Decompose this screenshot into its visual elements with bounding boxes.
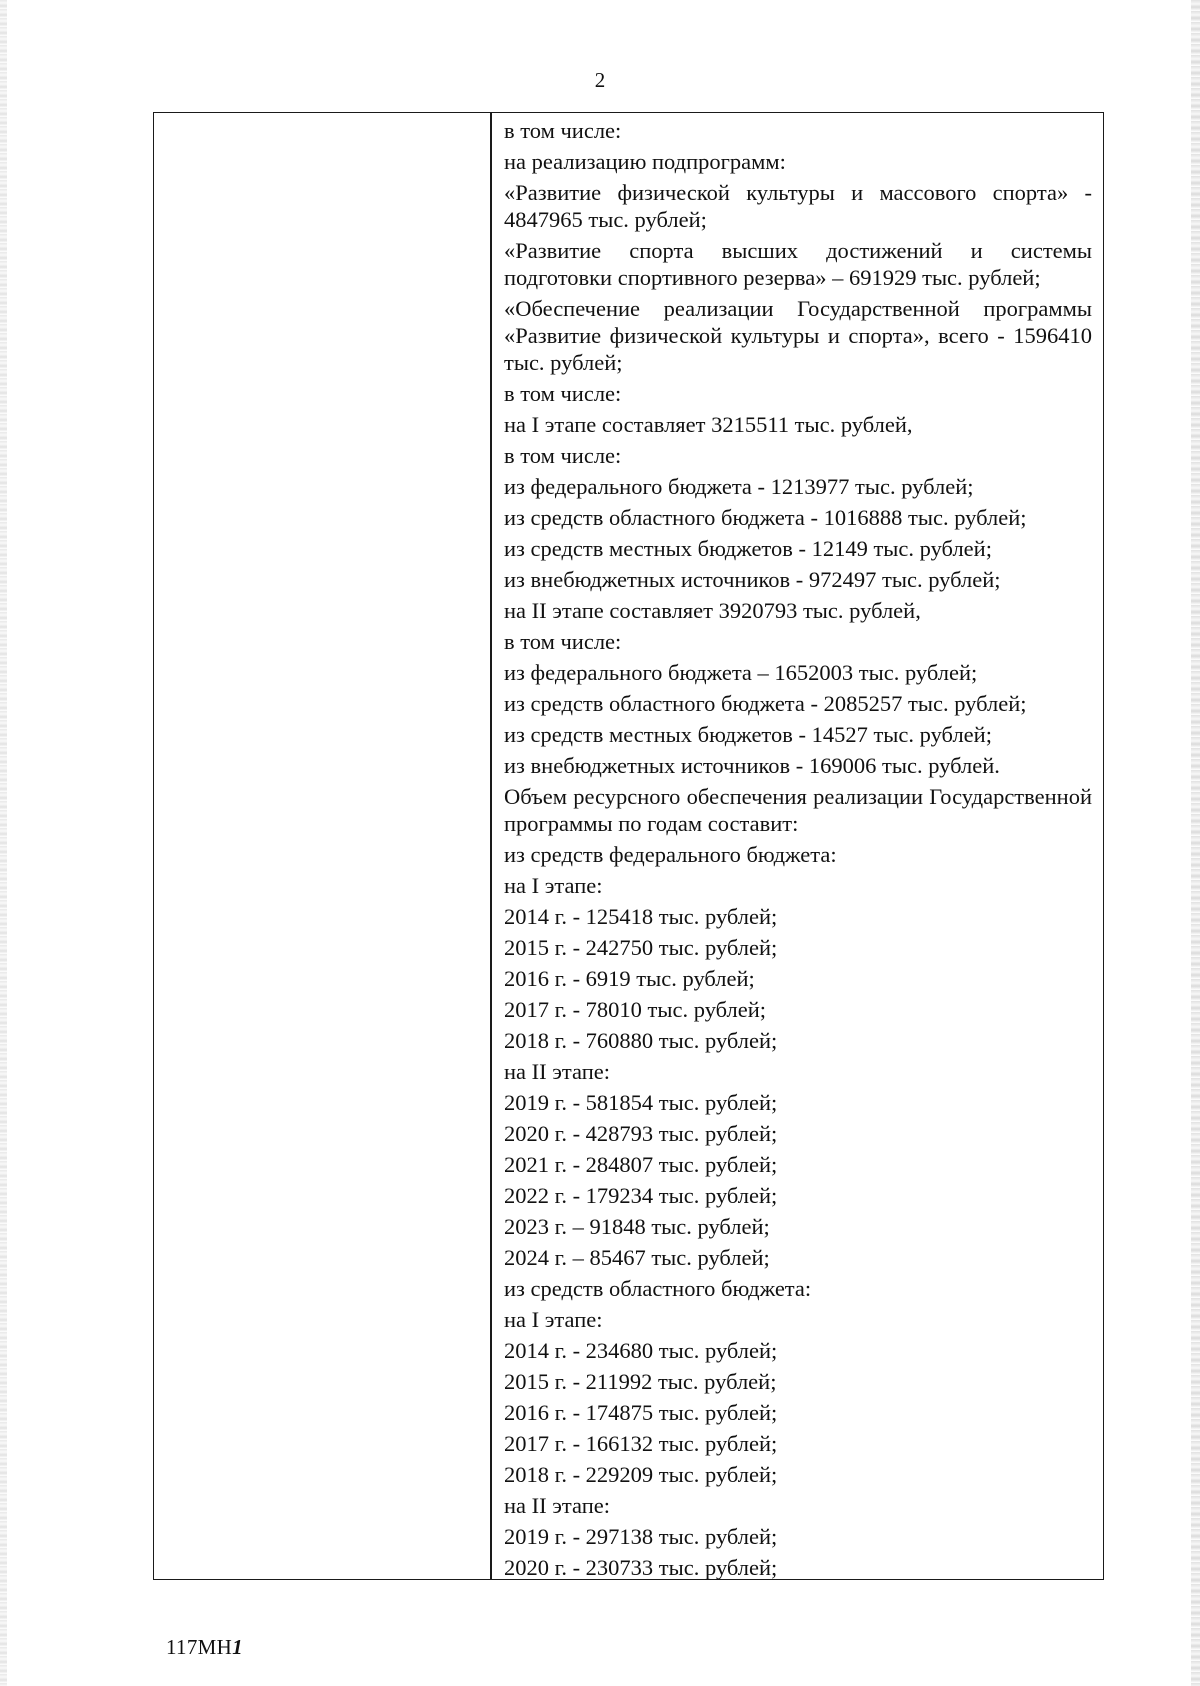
table-text-line: из средств областного бюджета - 2085257 тыс. рублей; [504, 691, 1027, 716]
table-left-cell [154, 113, 490, 1579]
table-text-line: 2016 г. - 6919 тыс. рублей; [504, 966, 755, 991]
table-text-line: из средств федерального бюджета: [504, 842, 837, 867]
document-table [153, 112, 1104, 1580]
table-text-line: 2021 г. - 284807 тыс. рублей; [504, 1152, 778, 1177]
table-text-line: в том числе: [504, 443, 622, 468]
table-text-line: 2017 г. - 166132 тыс. рублей; [504, 1431, 778, 1456]
table-text-line: из средств местных бюджетов - 12149 тыс. рублей; [504, 536, 992, 561]
table-text-line: «Обеспечение реализации Государственной программы «Развитие физической культуры и спорта», всего - 1596410 тыс. рублей; [504, 296, 1092, 375]
table-text-line: «Развитие спорта высших достижений и системы подготовки спортивного резерва» – 691929 тыс. рублей; [504, 238, 1092, 290]
table-text-line: 2022 г. - 179234 тыс. рублей; [504, 1183, 778, 1208]
table-text-line: 2017 г. - 78010 тыс. рублей; [504, 997, 767, 1022]
table-text-line: 2014 г. - 234680 тыс. рублей; [504, 1338, 778, 1363]
table-text-line: на II этапе составляет 3920793 тыс. рублей, [504, 598, 921, 623]
table-text-line: на II этапе: [504, 1059, 610, 1084]
table-text-line: из средств местных бюджетов - 14527 тыс. рублей; [504, 722, 992, 747]
table-text-line: из средств областного бюджета - 1016888 тыс. рублей; [504, 505, 1027, 530]
table-text-line: 2018 г. - 760880 тыс. рублей; [504, 1028, 778, 1053]
table-text-line: 2015 г. - 242750 тыс. рублей; [504, 935, 778, 960]
scan-edge-left [0, 0, 7, 1686]
table-text-line: 2020 г. - 428793 тыс. рублей; [504, 1121, 778, 1146]
table-text-line: 2020 г. - 230733 тыс. рублей; [504, 1555, 778, 1580]
table-text-line: на II этапе: [504, 1493, 610, 1518]
table-text-line: «Развитие физической культуры и массового спорта» - 4847965 тыс. рублей; [504, 180, 1092, 232]
footer-handwritten-mark: 1 [232, 1635, 243, 1659]
table-text-line: 2015 г. - 211992 тыс. рублей; [504, 1369, 777, 1394]
table-text-line: 2019 г. - 581854 тыс. рублей; [504, 1090, 778, 1115]
table-text-line: 2019 г. - 297138 тыс. рублей; [504, 1524, 778, 1549]
table-text-line: в том числе: [504, 118, 622, 143]
table-text-line: из федерального бюджета - 1213977 тыс. рублей; [504, 474, 974, 499]
table-text-line: из средств областного бюджета: [504, 1276, 812, 1301]
table-text-line: Объем ресурсного обеспечения реализации Государственной программы по годам составит: [504, 784, 1092, 836]
table-text-line: в том числе: [504, 629, 622, 654]
table-text-line: на I этапе составляет 3215511 тыс. рублей, [504, 412, 913, 437]
table-text-line: из внебюджетных источников - 169006 тыс. рублей. [504, 753, 1000, 778]
table-text-line: 2024 г. – 85467 тыс. рублей; [504, 1245, 770, 1270]
table-text-line: 2016 г. - 174875 тыс. рублей; [504, 1400, 778, 1425]
table-text-line: 2018 г. - 229209 тыс. рублей; [504, 1462, 778, 1487]
table-text-line: 2014 г. - 125418 тыс. рублей; [504, 904, 778, 929]
table-text-line: на реализацию подпрограмм: [504, 149, 786, 174]
table-text-line: в том числе: [504, 381, 622, 406]
footer-document-code [166, 1635, 243, 1660]
table-column-divider [490, 113, 492, 1579]
table-text-line: на I этапе: [504, 1307, 603, 1332]
table-text-line: на I этапе: [504, 873, 603, 898]
footer-code-text: 117МН [166, 1635, 233, 1659]
table-right-cell [504, 117, 1092, 1585]
table-text-line: 2023 г. – 91848 тыс. рублей; [504, 1214, 770, 1239]
table-text-line: из внебюджетных источников - 972497 тыс. рублей; [504, 567, 1001, 592]
scan-edge-right [1191, 0, 1200, 1686]
page-number: 2 [594, 68, 606, 92]
table-text-line: из федерального бюджета – 1652003 тыс. рублей; [504, 660, 978, 685]
